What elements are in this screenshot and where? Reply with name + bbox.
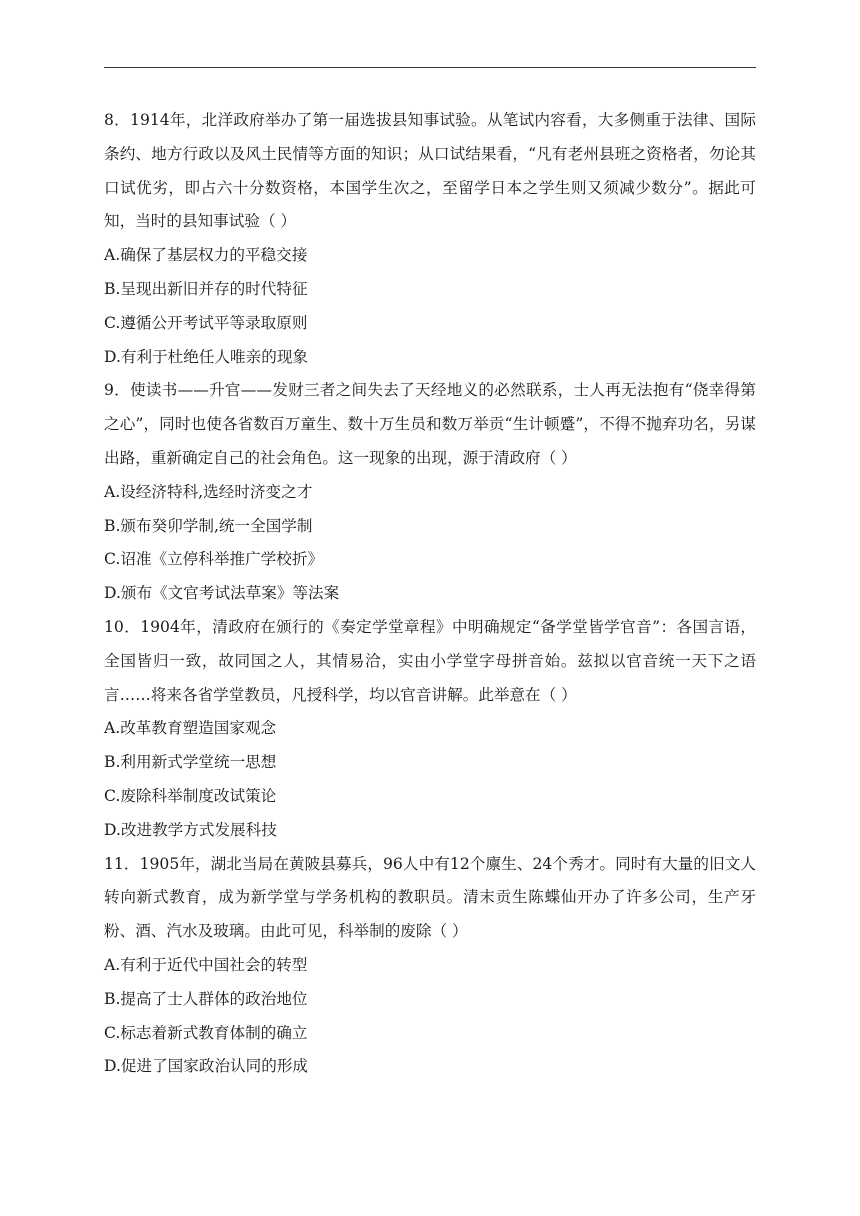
option-b: B.颁布癸卯学制,统一全国学制 bbox=[104, 516, 313, 535]
question-8 bbox=[104, 104, 756, 374]
option-b: B.提高了士人群体的政治地位 bbox=[104, 989, 308, 1008]
option-d: D.颁布《文官考试法草案》等法案 bbox=[104, 584, 340, 603]
question-stem: 11．1905年，湖北当局在黄陂县募兵，96人中有12个廪生、24个秀才。同时有大量的旧文人转向新式教育，成为新学堂与学务机构的教职员。清末贡生陈蝶仙开办了许多公司，生产牙粉、酒、汽水及玻璃。由此可见，科举制的废除（ ） bbox=[104, 854, 756, 941]
option-a: A.设经济特科,选经时济变之才 bbox=[104, 482, 313, 501]
option-b: B.利用新式学堂统一思想 bbox=[104, 753, 277, 772]
option-c: C.废除科举制度改试策论 bbox=[104, 786, 277, 805]
question-stem: 9．使读书——升官——发财三者之间失去了天经地义的必然联系，士人再无法抱有“侥幸得第之心”，同时也使各省数百万童生、数十万生员和数万举贡“生计顿蹙”，不得不抛弃功名，另谋出路，重新确定自己的社会角色。这一现象的出现，源于清政府（ ） bbox=[104, 381, 756, 467]
option-c: C.诏准《立停科举推广学校折》 bbox=[104, 550, 324, 569]
header-rule bbox=[104, 67, 756, 68]
option-c: C.标志着新式教育体制的确立 bbox=[104, 1023, 308, 1042]
option-a: A.有利于近代中国社会的转型 bbox=[104, 955, 308, 974]
question-9 bbox=[104, 374, 756, 611]
option-a: A.确保了基层权力的平稳交接 bbox=[104, 246, 308, 265]
question-10 bbox=[104, 611, 756, 848]
question-stem: 10．1904年，清政府在颁行的《奏定学堂章程》中明确规定“备学堂皆学官音”：各国言语，全国皆归一致，故同国之人，其情易洽，实由小学堂字母拼音始。兹拟以官音统一天下之语言……将来各省学堂教员，凡授科学，均以官音讲解。此举意在（ ） bbox=[104, 617, 756, 704]
option-c: C.遵循公开考试平等录取原则 bbox=[104, 313, 308, 332]
option-a: A.改革教育塑造国家观念 bbox=[104, 719, 277, 738]
question-stem: 8．1914年，北洋政府举办了第一届选拔县知事试验。从笔试内容看，大多侧重于法律、国际条约、地方行政以及风土民情等方面的知识；从口试结果看，“凡有老州县班之资格者，勿论其口试优劣，即占六十分数资格，本国学生次之，至留学日本之学生则又须减少数分”。据此可知，当时的县知事试验（ ） bbox=[104, 111, 756, 231]
option-b: B.呈现出新旧并存的时代特征 bbox=[104, 279, 308, 298]
option-d: D.促进了国家政治认同的形成 bbox=[104, 1057, 309, 1076]
option-d: D.改进教学方式发展科技 bbox=[104, 820, 277, 839]
question-list bbox=[104, 104, 756, 1084]
option-d: D.有利于杜绝任人唯亲的现象 bbox=[104, 347, 309, 366]
question-11 bbox=[104, 848, 756, 1085]
